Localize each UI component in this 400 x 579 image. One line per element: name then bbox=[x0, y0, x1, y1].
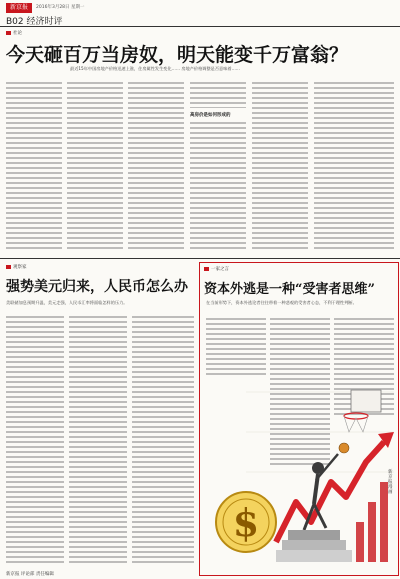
left-column-3 bbox=[132, 316, 194, 566]
lead-dek: 最近15年中国房地产价格迅速上涨，住房属性发生变化…… 房地产价格调整是否意味着…… bbox=[70, 66, 240, 71]
cartoon-illustration bbox=[206, 372, 394, 572]
page-footer: 新京报 评论部 责任编辑 bbox=[6, 572, 54, 577]
masthead-rule bbox=[0, 26, 400, 27]
lead-subhead: 高房价是如何形成的 bbox=[190, 113, 231, 118]
lead-column-4b bbox=[190, 122, 246, 252]
lead-headline: 今天砸百万当房奴，明天能变千万富翁？ bbox=[6, 44, 349, 66]
rising-red-arrow-icon bbox=[276, 442, 384, 542]
right-column-1 bbox=[206, 318, 266, 378]
left-column-1 bbox=[6, 316, 64, 566]
pedestal-icon bbox=[276, 530, 352, 562]
illustration-credit: 新京报漫画 bbox=[388, 470, 393, 495]
lead-column-6 bbox=[314, 82, 394, 252]
ball-icon bbox=[339, 443, 349, 453]
lead-column-1 bbox=[6, 82, 62, 252]
dollar-symbol: $ bbox=[232, 500, 260, 545]
left-headline: 强势美元归来，人民币怎么办 bbox=[6, 279, 188, 295]
right-dek: 在当前形势下，资本外逃论者往往带着一种悲观的受害者心态，不利于理性判断。 bbox=[206, 300, 357, 305]
lead-column-4a bbox=[190, 82, 246, 108]
lead-column-3 bbox=[128, 82, 184, 252]
section-title: B02 经济时评 bbox=[6, 17, 63, 27]
right-headline: 资本外逃是一种“受害者思维” bbox=[204, 282, 375, 297]
left-column-2 bbox=[69, 316, 127, 566]
lead-kicker: 社论 bbox=[6, 30, 22, 36]
right-kicker: 一家之言 bbox=[204, 266, 229, 272]
dollar-coin-icon bbox=[216, 492, 276, 552]
lead-column-2 bbox=[67, 82, 123, 252]
section-rule bbox=[0, 258, 400, 259]
left-kicker: 观察家 bbox=[6, 264, 27, 270]
masthead bbox=[0, 0, 400, 26]
basketball-hoop-icon bbox=[344, 390, 381, 432]
left-dek: 美联储加息预期升温，美元走强，人民币汇率将面临怎样的压力。 bbox=[6, 300, 128, 305]
lead-column-5 bbox=[252, 82, 308, 252]
dateline: 2016年3月28日 星期一 bbox=[36, 5, 85, 10]
figure-icon bbox=[304, 454, 338, 530]
newspaper-logo: 新京报 bbox=[6, 3, 32, 13]
